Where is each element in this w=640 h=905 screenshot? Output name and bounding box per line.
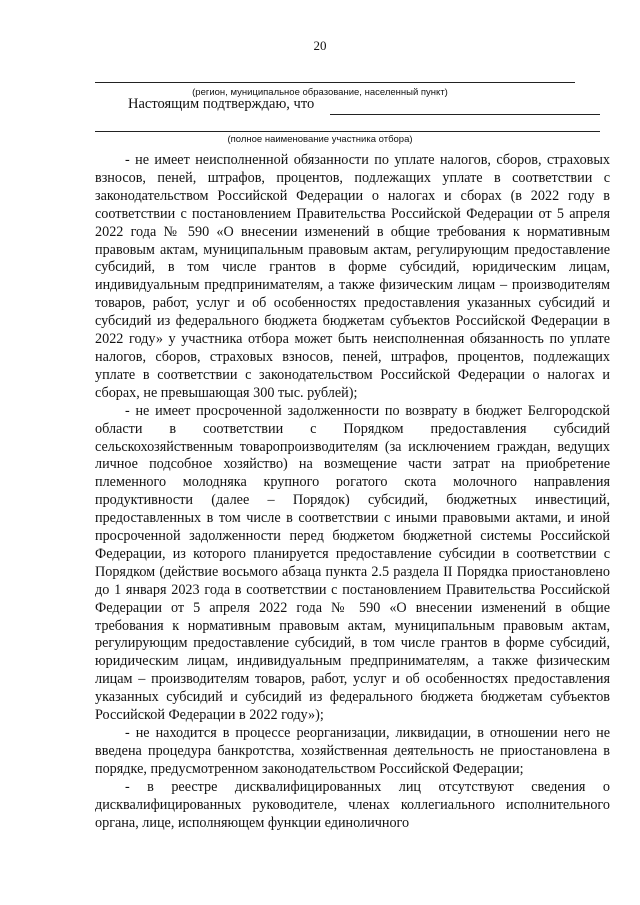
participant-fill-line [95, 131, 600, 132]
body-text [95, 152, 610, 832]
participant-name-fill-line [330, 114, 600, 115]
paragraph-tax-obligations: - не имеет неисполненной обязанности по уплате налогов, сборов, страховых взносов, пеней, штрафов, процентов, подлежащих уплате в соответствии с законодательством Российской Федерации о налогах и сборах (в 2022 году в соответствии с постановлением Правительства Российской Федерации от 5 апреля 2022 года № 590 «О внесении изменений в общие требования к нормативным правовым актам, муниципальным правовым актам, регулирующим предоставление субсидий, в том числе грантов в форме субсидий, юридическим лицам, индивидуальным предпринимателям, а также физическим лицам – производителям товаров, работ, услуг и об особенностях предоставления указанных субсидий и субсидий из федерального бюджета бюджетам субъектов Российской Федерации в 2022 году» у участника отбора может быть неисполненная обязанность по уплате налогов, сборов, страховых взносов, пеней, штрафов, процентов, подлежащих уплате в соответствии с законодательством Российской Федерации о налогах и сборах, не превышающая 300 тыс. рублей); [95, 152, 610, 401]
confirm-text: Настоящим подтверждаю, что [128, 96, 315, 112]
paragraph-reorganization: - не находится в процессе реорганизации, ликвидации, в отношении него не введена процедура банкротства, хозяйственная деятельность не приостановлена в порядке, предусмотренном законодательством Российской Федерации; [95, 725, 610, 777]
region-caption: (регион, муниципальное образование, населенный пункт) [192, 87, 448, 98]
region-fill-line [95, 82, 575, 83]
paragraph-overdue-debt: - не имеет просроченной задолженности по возврату в бюджет Белгородской области в соответствии с Порядком предоставления субсидий сельскохозяйственным товаропроизводителям (за исключением граждан, ведущих личное подсобное хозяйство) на возмещение части затрат на приобретение племенного молодняка крупного рогатого скота молочного направления продуктивности (далее – Порядок) субсидий, бюджетных инвестиций, предоставленных в том числе в соответствии с иными правовыми актами, и иной просроченной задолженности перед бюджетом бюджетной системы Российской Федерации, из которого планируется предоставление субсидии в соответствии с Порядком (действие восьмого абзаца пункта 2.5 раздела II Порядка приостановлено до 1 января 2023 года в соответствии с постановлением Правительства Российской Федерации от 5 апреля 2022 года № 590 «О внесении изменений в общие требования к нормативным правовым актам, муниципальным правовым актам, регулирующим предоставление субсидий, в том числе грантов в форме субсидий, юридическим лицам, индивидуальным предпринимателям, а также физическим лицам – производителям товаров, работ, услуг и об особенностях предоставления указанных субсидий и субсидий из федерального бюджета бюджетам субъектов Российской Федерации в 2022 году»); [95, 402, 610, 724]
participant-caption: (полное наименование участника отбора) [227, 134, 413, 145]
page-number: 20 [313, 38, 327, 53]
paragraph-disqualified-registry: - в реестре дисквалифицированных лиц отсутствуют сведения о дисквалифицированных руководителе, членах коллегиального исполнительного органа, лице, исполняющем функции единоличного [95, 778, 610, 831]
